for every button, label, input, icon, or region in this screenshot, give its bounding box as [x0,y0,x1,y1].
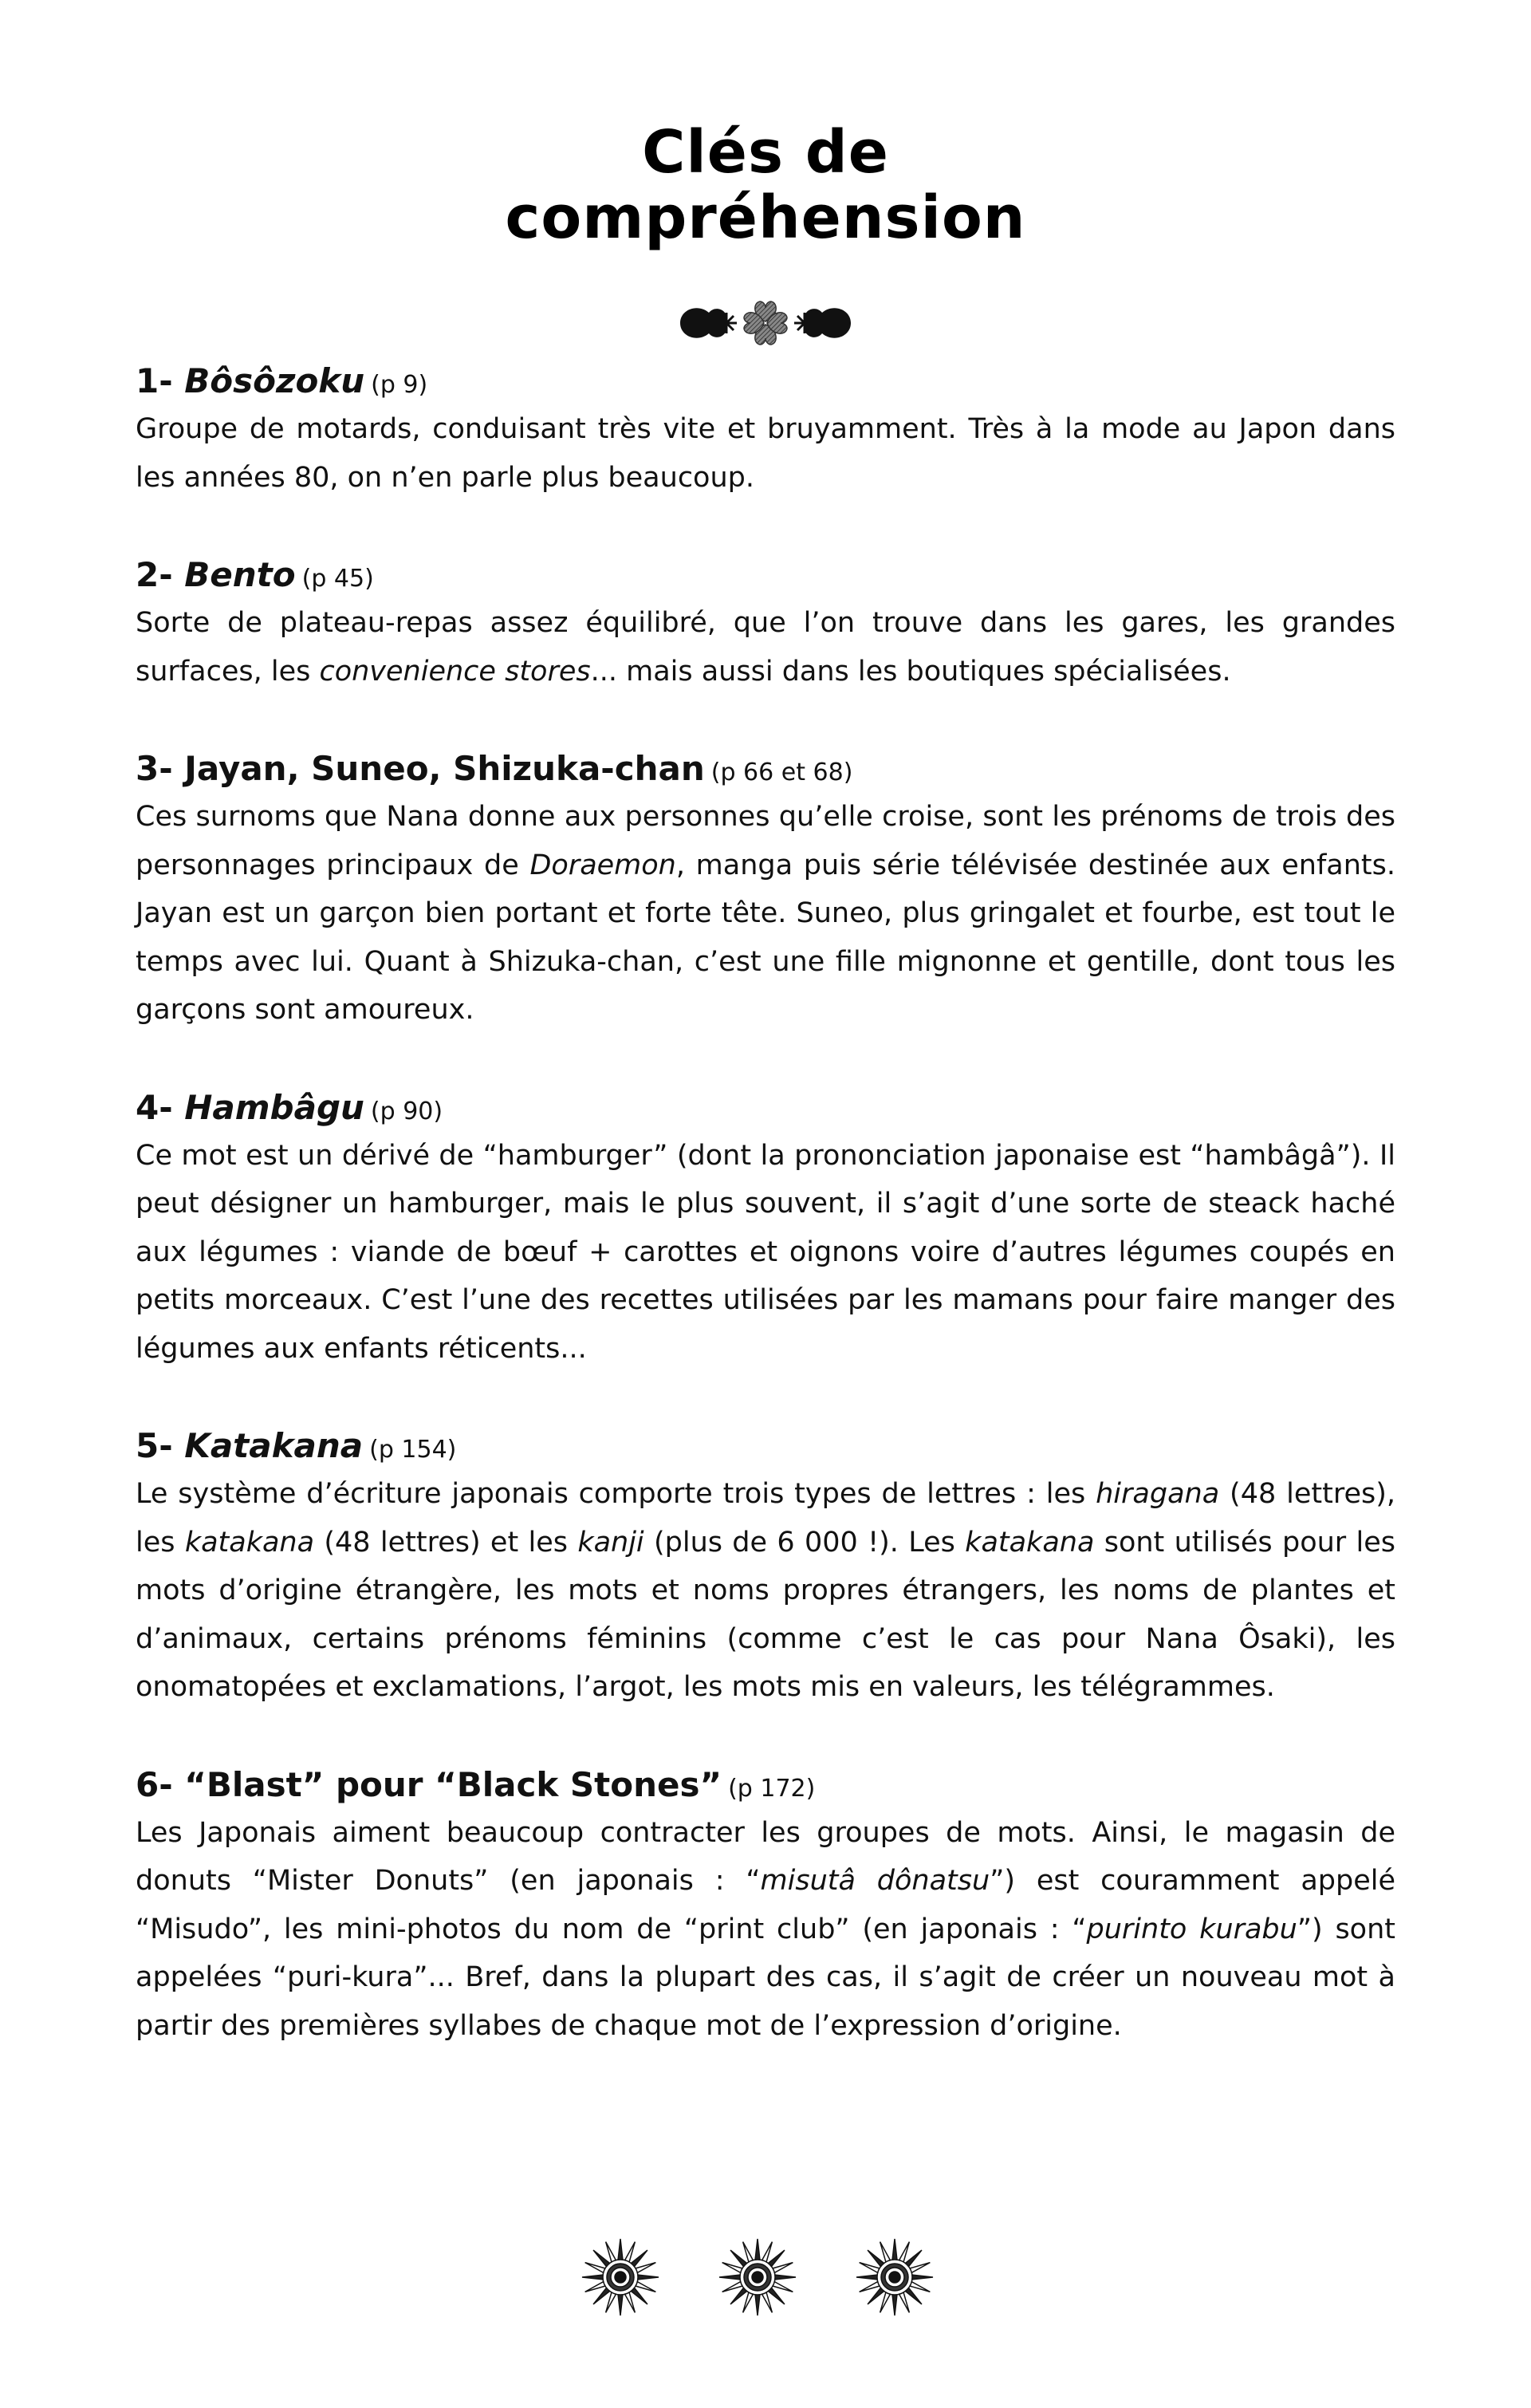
glossary-entry [136,551,1395,696]
sunflower-icon [855,2237,935,2317]
italic-term: hiragana [1096,1478,1220,1510]
glossary-list [136,357,1395,2099]
entry-page-ref: (p 66 et 68) [710,759,853,786]
definition-text: ... mais aussi dans les boutiques spécialisées. [590,655,1231,688]
definition-text: Groupe de motards, conduisant très vite et bruyamment. Très à la mode au Japon dans les années 80, on n’en parle plus beaucoup. [136,413,1395,494]
definition-text: (48 lettres) et les [314,1526,578,1559]
glossary-entry [136,1761,1395,2051]
glossary-entry [136,1422,1395,1712]
entry-page-ref: (p 90) [370,1097,443,1125]
entry-heading [136,745,1395,793]
sunflower-icon [581,2237,660,2317]
glossary-entry [136,1084,1395,1373]
italic-term: convenience stores [319,655,591,688]
italic-term: purinto kurabu [1086,1913,1297,1945]
definition-text: Les Japonais aiment beaucoup contracter les groupes de mots. Ainsi, le magasin de donuts “Mister Donuts” (en japonais : “ [136,1816,1395,1897]
glossary-entry [136,357,1395,502]
entry-heading [136,357,1395,405]
entry-definition [136,1809,1395,2051]
entry-definition [136,599,1395,696]
glossary-entry [136,745,1395,1035]
italic-term: Doraemon [529,849,676,881]
entry-page-ref: (p 154) [369,1436,457,1464]
page-title [0,120,1531,250]
entry-number: 6- [136,1764,185,1804]
italic-term: katakana [184,1526,315,1559]
heart-clover-ornament-icon [674,295,857,351]
entry-term: Bento [184,555,296,594]
entry-number: 5- [136,1426,185,1465]
entry-number: 2- [136,555,185,594]
entry-number: 3- [136,749,185,788]
definition-text: (48 lettres), les [136,1478,1395,1559]
entry-term: Bôsôzoku [184,361,365,400]
entry-term: Katakana [184,1426,364,1465]
entry-page-ref: (p 45) [301,565,374,593]
definition-text: Le système d’écriture japonais comporte trois types de lettres : les [136,1478,1096,1510]
definition-text: Sorte de plateau-repas assez équilibré, que l’on trouve dans les gares, les grandes surfaces, les [136,607,1395,688]
entry-page-ref: (p 172) [728,1774,816,1803]
entry-term: Jayan, Suneo, Shizuka-chan [184,749,705,788]
definition-text: Ces surnoms que Nana donne aux personnes qu’elle croise, sont les prénoms de trois des personnages principaux de [136,801,1395,881]
title-line-1: Clés de [642,118,889,187]
entry-definition [136,405,1395,502]
bottom-ornaments [0,2237,1531,2325]
italic-term: misutâ dônatsu [760,1865,990,1897]
italic-term: kanji [577,1526,644,1559]
entry-definition [136,793,1395,1035]
definition-text: sont utilisés pour les mots d’origine étrangère, les mots et noms propres étrangers, les noms de plantes et d’animaux, certains prénoms féminins (comme c’est le cas pour Nana Ôsaki), les onomatopées et exclamations, l’argot, les mots mis en valeurs, les télégrammes. [136,1526,1395,1703]
entry-number: 4- [136,1087,185,1127]
entry-term: “Blast” pour “Black Stones” [184,1764,722,1804]
definition-text: ”) est couramment appelé “Misudo”, les mini-photos du nom de “print club” (en japonais : “ [136,1865,1395,1945]
italic-term: katakana [965,1526,1095,1559]
definition-text: (plus de 6 000 !). Les [643,1526,966,1559]
title-line-2: compréhension [505,183,1026,252]
entry-definition [136,1132,1395,1373]
definition-text: ”) sont appelées “puri-kura”... Bref, dans la plupart des cas, il s’agit de créer un nouveau mot à partir des premières syllabes de chaque mot de l’expression d’origine. [136,1913,1395,2042]
definition-text: , manga puis série télévisée destinée aux enfants. Jayan est un garçon bien portant et forte tête. Suneo, plus gringalet et fourbe, est tout le temps avec lui. Quant à Shizuka-chan, c’est une fille mignonne et gentille, dont tous les garçons sont amoureux. [136,849,1395,1026]
sunflower-icon [718,2237,797,2317]
entry-number: 1- [136,361,185,400]
entry-term: Hambâgu [184,1087,364,1127]
entry-page-ref: (p 9) [371,371,428,399]
entry-definition [136,1470,1395,1712]
entry-heading [136,551,1395,599]
entry-heading [136,1761,1395,1809]
entry-heading [136,1422,1395,1470]
entry-heading [136,1084,1395,1132]
definition-text: Ce mot est un dérivé de “hamburger” (dont la prononciation japonaise est “hambâgâ”). Il peut désigner un hamburger, mais le plus souvent, il s’agit d’une sorte de steack haché aux légumes : viande de bœuf + carottes et oignons voire d’autres légumes coupés en petits morceaux. C’est l’une des recettes utilisées par les mamans pour faire manger des légumes aux enfants réticents... [136,1139,1395,1365]
